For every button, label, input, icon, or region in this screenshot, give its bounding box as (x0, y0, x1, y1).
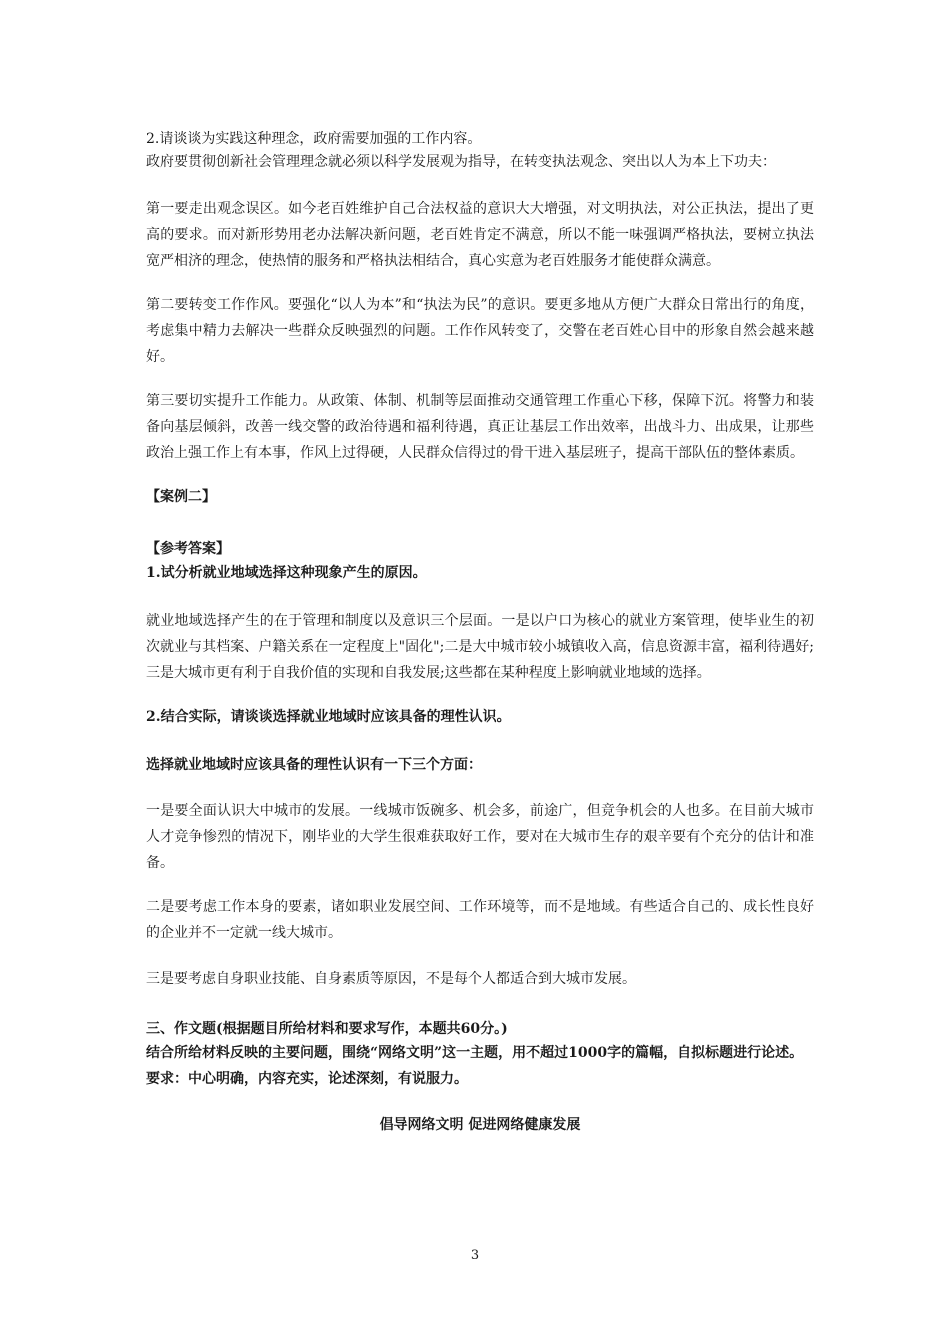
case2-question-2: 2.结合实际，请谈谈选择就业地域时应该具备的理性认识。 (146, 709, 511, 725)
case2-answer-2-point-1: 一是要全面认识大中城市的发展。一线城市饭碗多、机会多，前途广，但竞争机会的人也多。在目前大城市人才竞争惨烈的情况下，刚毕业的大学生很难获取好工作，要对在大城市生存的艰辛要有个充分的估计和准备。 (146, 803, 814, 871)
page-number: 3 (470, 1248, 480, 1263)
case2-heading: 【案例二】 (146, 489, 216, 505)
essay-title: 倡导网络文明 促进网络健康发展 (379, 1117, 581, 1133)
essay-requirements: 要求：中心明确，内容充实，论述深刻，有说服力。 (146, 1071, 468, 1087)
point-1: 第一要走出观念误区。如今老百姓维护自己合法权益的意识大大增强，对文明执法，对公正执法，提出了更高的要求。而对新形势用老办法解决新问题，老百姓肯定不满意，所以不能一味强调严格执法，要树立执法宽严相济的理念，使热情的服务和严格执法相结合，真心实意为老百姓服务才能使群众满意。 (146, 201, 814, 269)
q2-heading: 2.请谈谈为实践这种理念，政府需要加强的工作内容。 (146, 131, 482, 147)
point-3: 第三要切实提升工作能力。从政策、体制、机制等层面推动交通管理工作重心下移，保障下沉。将警力和装备向基层倾斜，改善一线交警的政治待遇和福利待遇，真正让基层工作出效率，出战斗力、出成果，让那些政治上强工作上有本事，作风上过得硬，人民群众信得过的骨干进入基层班子，提高干部队伍的整体素质。 (146, 393, 814, 461)
point-2: 第二要转变工作作风。要强化“以人为本”和“执法为民”的意识。要更多地从方便广大群众日常出行的角度，考虑集中精力去解决一些群众反映强烈的问题。工作作风转变了，交警在老百姓心目中的形象自然会越来越好。 (146, 297, 814, 365)
case2-answer-2-intro: 选择就业地域时应该具备的理性认识有一下三个方面： (146, 757, 482, 773)
case2-answer-1: 就业地域选择产生的在于管理和制度以及意识三个层面。一是以户口为核心的就业方案管理，使毕业生的初次就业与其档案、户籍关系在一定程度上"固化";二是大中城市较小城镇收入高，信息资源丰富，福利待遇好;三是大城市更有利于自我价值的实现和自我发展;这些都在某种程度上影响就业地域的选择。 (146, 613, 814, 681)
case2-answer-2-point-3: 三是要考虑自身职业技能、自身素质等原因，不是每个人都适合到大城市发展。 (146, 971, 636, 987)
essay-heading: 三、作文题(根据题目所给材料和要求写作，本题共60分。) (146, 1021, 508, 1037)
case2-answer-2-point-2: 二是要考虑工作本身的要素，诸如职业发展空间、工作环境等，而不是地域。有些适合自己的、成长性良好的企业并不一定就一线大城市。 (146, 899, 814, 941)
reference-answer-heading: 【参考答案】 (146, 541, 230, 557)
q2-intro: 政府要贯彻创新社会管理理念就必须以科学发展观为指导，在转变执法观念、突出以人为本上下功夫： (146, 154, 776, 170)
case2-question-1: 1.试分析就业地域选择这种现象产生的原因。 (146, 565, 427, 581)
essay-instruction: 结合所给材料反映的主要问题，围绕“网络文明”这一主题，用不超过1000字的篇幅，自拟标题进行论述。 (146, 1045, 804, 1061)
